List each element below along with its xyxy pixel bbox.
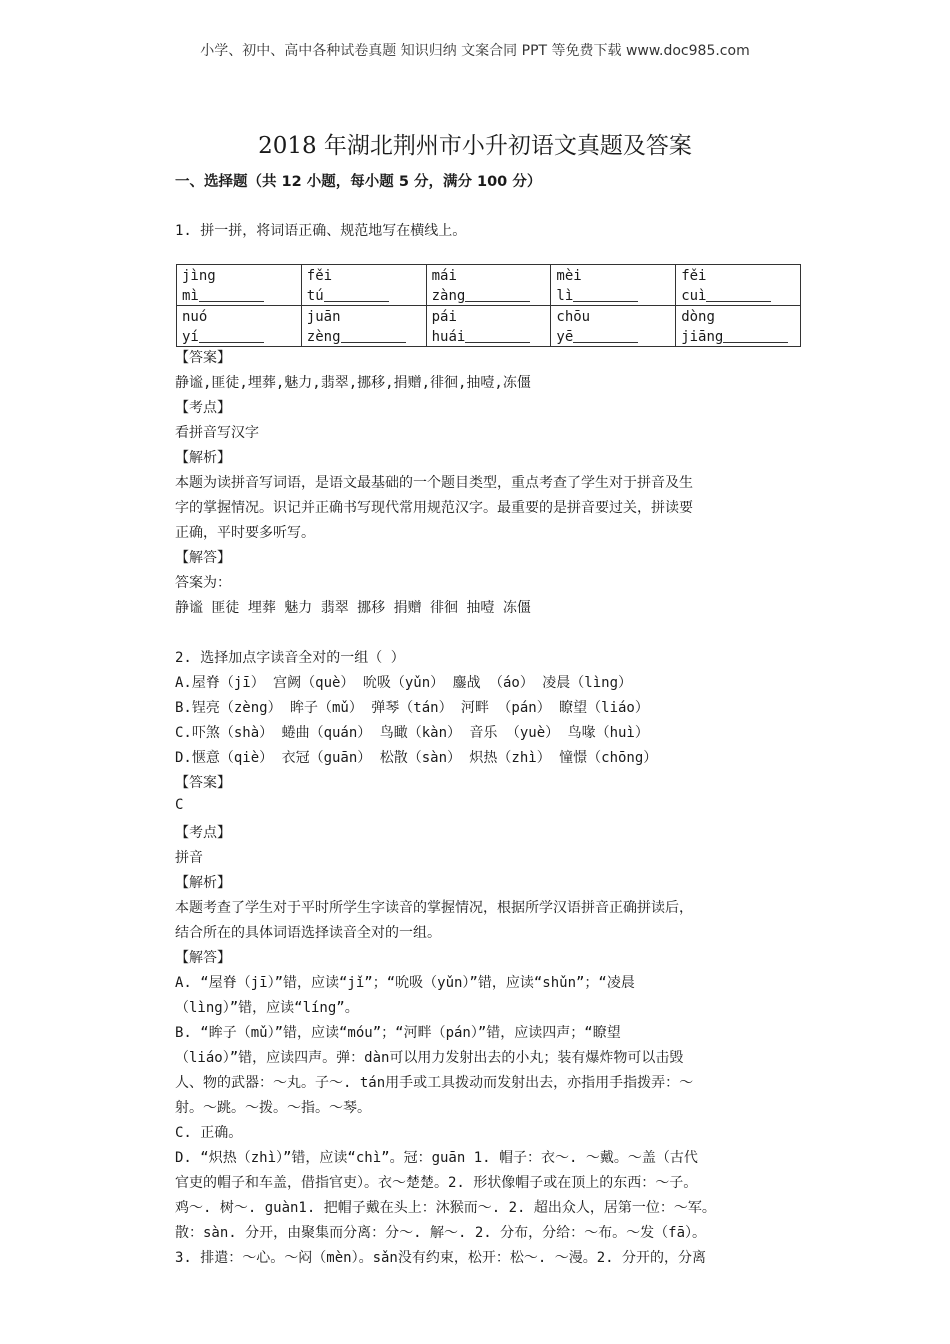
analysis-label: 【解析】 [175,875,231,891]
pinyin-cell: jìng mì [177,265,302,306]
analysis-label: 【解析】 [175,450,231,466]
solution-text: 答案为： [175,575,231,591]
answer-blank [199,286,264,302]
pinyin-cell: fěi tú [301,265,426,306]
answer-blank [573,286,638,302]
solution-text: 射。～跳。～拨。～指。～琴。 [175,1100,371,1116]
solution-text: 人、物的武器：～丸。子～. tán用手或工具拨动而发射出去，亦指用手指拨弄：～ [175,1075,694,1091]
solution-text: （lìng）”错，应读“líng”。 [175,1000,359,1016]
answer-blank [706,286,771,302]
pinyin-cell: juān zèng [301,306,426,347]
analysis-text: 本题考查了学生对于平时所学生字读音的掌握情况，根据所学汉语拼音正确拼读后， [175,900,693,916]
table-row [177,265,801,306]
option-a: A.屋脊（jī） 宫阙（què） 吮吸（yǔn） 鏖战 （áo） 凌晨（lìng） [175,675,633,691]
analysis-text: 结合所在的具体词语选择读音全对的一组。 [175,925,441,941]
solution-label: 【解答】 [175,550,231,566]
table-row [177,306,801,347]
solution-text: 3. 排遣：～心。～闷（mèn）。sǎn没有约束，松开：松～. ～漫。2. 分开的，分离 [175,1250,707,1266]
answer-blank [199,327,264,343]
pinyin-cell: chōu yē [551,306,676,347]
option-c: C.吓煞（shà） 蜷曲（quán） 鸟瞰（kàn） 音乐 （yuè） 鸟喙（huì） [175,725,649,741]
solution-text: C. 正确。 [175,1125,243,1141]
solution-text: 鸡～. 树～. guàn1. 把帽子戴在头上：沐猴而～. 2. 超出众人，居第一位：～军。 [175,1200,716,1216]
pinyin-cell: dòng jiāng [676,306,801,347]
pinyin-cell: nuó yí [177,306,302,347]
question-1-stem: 1. 拼一拼，将词语正确、规范地写在横线上。 [175,223,467,239]
answer-label: 【答案】 [175,775,231,791]
option-b: B.锃亮（zèng） 眸子（mǔ） 弹琴（tán） 河畔 （pán） 瞭望（liáo） [175,700,649,716]
analysis-text: 正确，平时要多听写。 [175,525,315,541]
answer-blank [341,327,406,343]
pinyin-cell: mái zàng [426,265,551,306]
document-title: 2018 年湖北荆州市小升初语文真题及答案 [258,133,692,159]
solution-text: A. “屋脊（jī）”错，应读“jǐ”；“吮吸（yǔn）”错，应读“shǔn”；“凌晨 [175,975,635,991]
solution-text: B. “眸子（mǔ）”错，应读“móu”；“河畔（pán）”错，应读四声；“瞭望 [175,1025,621,1041]
point-text: 拼音 [175,850,203,866]
solution-text: 静谧 匪徒 埋葬 魅力 翡翠 挪移 捐赠 徘徊 抽噎 冻僵 [175,600,531,616]
pinyin-cell: pái huái [426,306,551,347]
answer-blank [573,327,638,343]
section-heading: 一、选择题（共 12 小题，每小题 5 分，满分 100 分） [175,174,542,190]
point-label: 【考点】 [175,400,231,416]
answer-label: 【答案】 [175,350,231,366]
analysis-text: 本题为读拼音写词语，是语文最基础的一个题目类型，重点考查了学生对于拼音及生 [175,475,693,491]
option-d: D.惬意（qiè） 衣冠（guān） 松散（sàn） 炽热（zhì） 憧憬（chōng） [175,750,658,766]
page-header: 小学、初中、高中各种试卷真题 知识归纳 文案合同 PPT 等免费下载 www.doc985.com [200,43,750,59]
answer-text: C [175,797,184,813]
answer-blank [324,286,389,302]
answer-blank [465,286,530,302]
solution-label: 【解答】 [175,950,231,966]
solution-text: 散：sàn. 分开，由聚集而分离：分～. 解～. 2. 分布，分给：～布。～发（fā）。 [175,1225,707,1241]
point-label: 【考点】 [175,825,231,841]
question-2-stem: 2. 选择加点字读音全对的一组（ ） [175,650,405,666]
answer-text: 静谧,匪徒,埋葬,魅力,翡翠,挪移,捐赠,徘徊,抽噎,冻僵 [175,375,531,391]
solution-text: D. “炽热（zhì）”错，应读“chì”。冠：guān 1. 帽子：衣～. ～戴。～盖（古代 [175,1150,698,1166]
answer-blank [465,327,530,343]
pinyin-cell: mèi lì [551,265,676,306]
point-text: 看拼音写汉字 [175,425,259,441]
answer-blank [723,327,788,343]
pinyin-cell: fěi cuì [676,265,801,306]
solution-text: （liáo）”错，应读四声。弹：dàn可以用力发射出去的小丸；装有爆炸物可以击毁 [175,1050,684,1066]
analysis-text: 字的掌握情况。识记并正确书写现代常用规范汉字。最重要的是拼音要过关，拼读要 [175,500,693,516]
pinyin-table [176,264,801,347]
solution-text: 官吏的帽子和车盖，借指官吏）。衣～楚楚。2. 形状像帽子或在顶上的东西：～子。 [175,1175,698,1191]
